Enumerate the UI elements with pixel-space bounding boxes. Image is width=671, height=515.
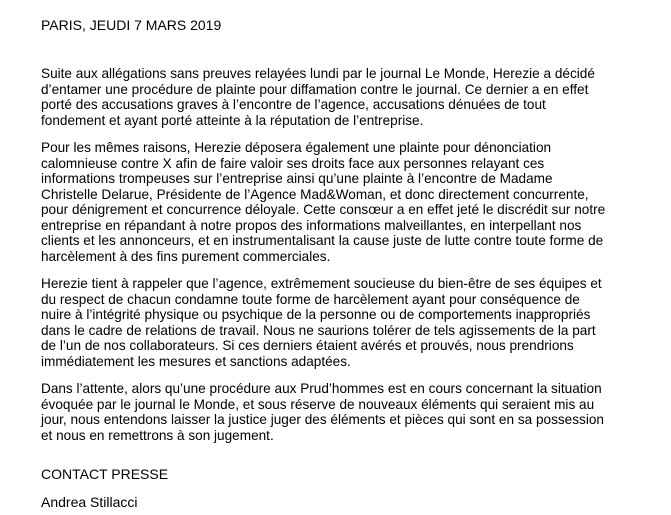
paragraph-line: Christelle Delarue, Présidente de l’Agence Mad&Woman, et donc directement concurrente, — [41, 186, 589, 202]
paragraph-line: nuire à l’intégrité physique ou psychique de la personne ou de comportements inappropriés — [41, 307, 591, 322]
paragraph-line: clients et les annonceurs, et en instrumentalisant la cause juste de lutte contre toute forme de — [41, 233, 604, 248]
paragraph-2 — [41, 140, 661, 264]
paragraph-line: dans le cadre de relations de travail. Nous ne saurions tolérer de tels agissements de la part — [41, 322, 596, 338]
dateline: PARIS, JEUDI 7 MARS 2019 — [41, 17, 222, 33]
paragraph-line: jour, nous entendons laisser la justice juger des éléments et pièces qui sont en sa possession — [41, 412, 604, 427]
paragraph-line: de l’un de nos collaborateurs. Si ces derniers étaient avérés et prouvés, nous prendrions — [41, 338, 574, 353]
paragraph-line: Pour les mêmes raisons, Herezie déposera également une plainte pour dénonciation — [41, 140, 552, 155]
press-release-body — [41, 66, 661, 455]
paragraph-line: calomnieuse contre X afin de faire valoir ses droits face aux personnes relayant ces — [41, 155, 545, 171]
paragraph-line: Suite aux allégations sans preuves relayées lundi par le journal Le Monde, Herezie a décidé — [41, 66, 595, 81]
paragraph-4 — [41, 381, 661, 443]
paragraph-line: harcèlement à des fins purement commerciales. — [41, 248, 331, 264]
paragraph-line: et nous en remettrons à son jugement. — [41, 427, 274, 443]
paragraph-1 — [41, 66, 661, 128]
paragraph-line: fondement et ayant porté atteinte à la réputation de l’entreprise. — [41, 112, 424, 128]
contact-heading: CONTACT PRESSE — [41, 466, 169, 482]
paragraph-3 — [41, 276, 661, 369]
paragraph-line: du respect de chacun condamne toute forme de harcèlement ayant pour conséquence de — [41, 291, 580, 307]
paragraph-line: évoquée par le journal le Monde, et sous réserve de nouveaux éléments qui seraient mis au — [41, 396, 595, 412]
paragraph-line: immédiatement les mesures et sanctions adaptées. — [41, 353, 351, 369]
paragraph-line: d’entamer une procédure de plainte pour diffamation contre le journal. Ce dernier a en effet — [41, 81, 589, 97]
paragraph-line: pour dénigrement et concurrence déloyale. Cette consœur a en effet jeté le discrédit sur notre — [41, 202, 606, 217]
paragraph-line: informations trompeuses sur l’entreprise ainsi qu’une plainte à l’encontre de Madame — [41, 171, 553, 186]
paragraph-line: Herezie tient à rappeler que l’agence, extrêmement soucieuse du bien-être de ses équipes et — [41, 276, 602, 291]
paragraph-line: Dans l’attente, alors qu’une procédure aux Prud’hommes est en cours concernant la situation — [41, 381, 602, 396]
paragraph-line: entreprise en répandant à notre propos des informations malveillantes, en interpellant nos — [41, 217, 582, 233]
paragraph-line: porté des accusations graves à l’encontre de l’agence, accusations dénuées de tout — [41, 97, 546, 112]
contact-name: Andrea Stillacci — [41, 494, 138, 510]
